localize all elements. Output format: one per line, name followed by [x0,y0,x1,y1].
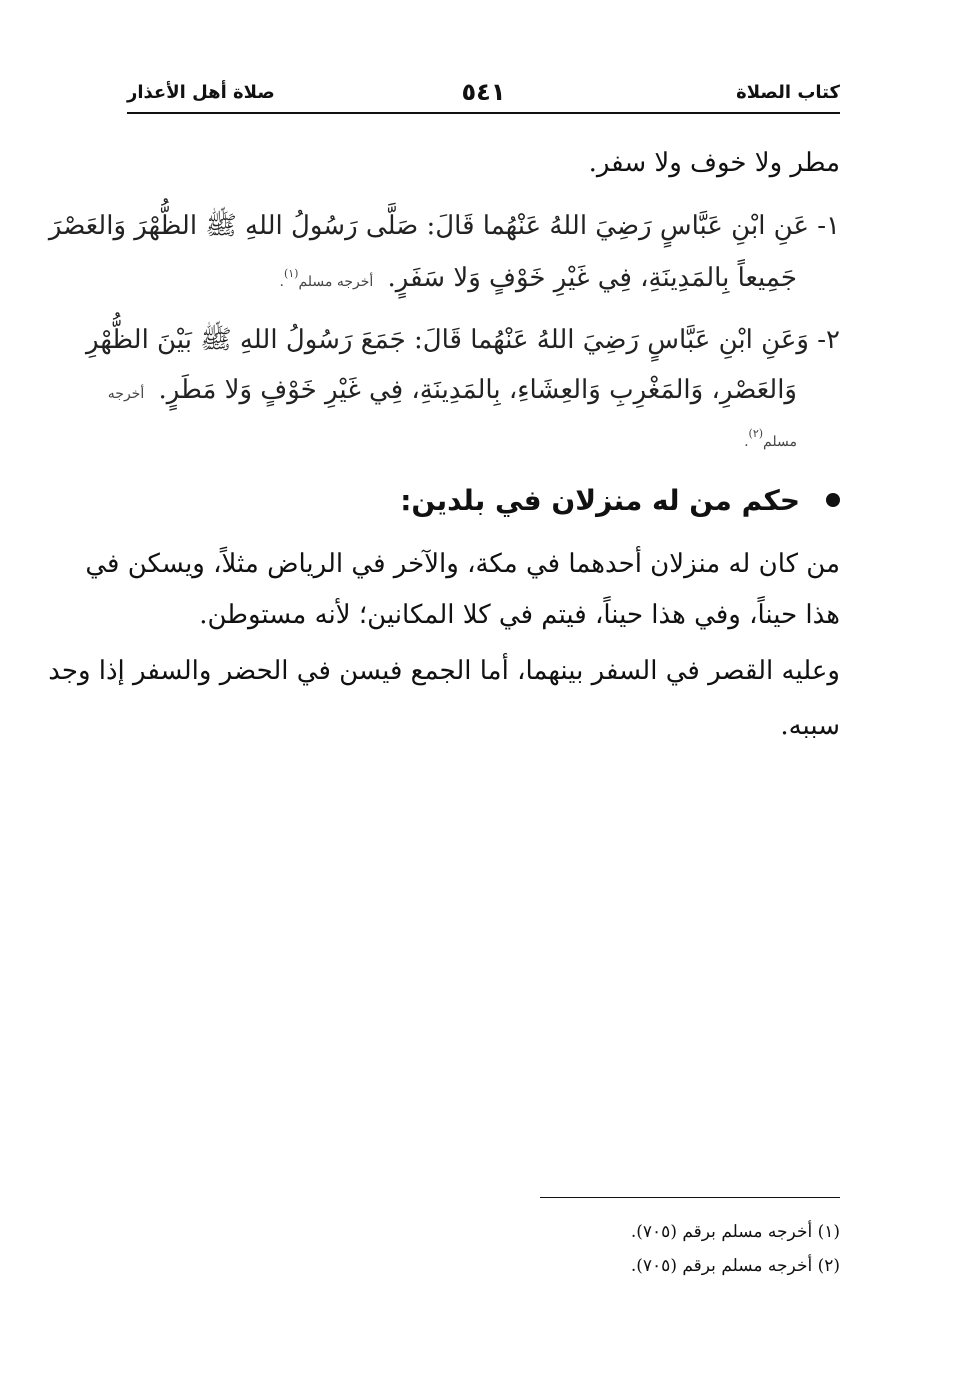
hadith-2-line-1: ٢- وَعَنِ ابْنِ عَبَّاسٍ رَضِيَ اللهُ عَنْهُما قَالَ: جَمَعَ رَسُولُ اللهِ ﷺ بَيْنَ الظُّهْرِ [85,325,840,355]
paragraph-2-line-2: سببه. [780,711,840,741]
bullet-icon [826,493,840,507]
footnote-divider [540,1197,840,1198]
section-heading-text: حكم من له منزلان في بلدين: [400,483,800,517]
footnote-ref-2: (٢) [748,427,764,440]
paragraph-1-line-1: من كان له منزلان أحدهما في مكة، والآخر في الرياض مثلاً، ويسكن في [85,549,840,579]
hadith-2-line-2 [107,370,797,414]
running-header [127,78,840,110]
section-heading [400,478,840,522]
header-chapter-title: صلاة أهل الأعذار [127,82,275,103]
hadith-2-text: وَالعَصْرِ، وَالمَغْرِبِ وَالعِشَاءِ، بِالمَدِينَةِ، فِي غَيْرِ خَوْفٍ وَلا مَطَرٍ. [158,375,797,405]
hadith-2-line-3 [744,418,797,462]
footnote-ref-1: (١) [283,267,299,280]
hadith-2-source-text: مسلم [763,434,797,450]
footnote-1: (١) أخرجه مسلم برقم (٧٠٥). [630,1222,840,1242]
paragraph-1-line-2: هذا حيناً، وفي هذا حيناً، فيتم في كلا المكانين؛ لأنه مستوطن. [199,600,840,630]
hadith-2-source-start: أخرجه [107,386,145,402]
hadith-1-text: جَمِيعاً بِالمَدِينَةِ، فِي غَيْرِ خَوْفٍ وَلا سَفَرٍ. [387,263,797,293]
intro-line: مطر ولا خوف ولا سفر. [588,148,840,178]
hadith-1-source-text: أخرجه مسلم [298,274,374,290]
paragraph-2-line-1: وعليه القصر في السفر بينهما، أما الجمع فيسن في الحضر والسفر إذا وجد [48,656,840,686]
page-number: ٥٤١ [461,78,506,106]
header-divider [127,112,840,114]
hadith-1-source: أخرجه مسلم$^{(١)}$. [279,267,374,290]
hadith-1-line-2 [273,258,797,302]
hadith-2-source-end: مسلم$^{(٢)}$. [744,427,797,450]
footnote-2: (٢) أخرجه مسلم برقم (٧٠٥). [630,1256,840,1276]
header-book-title: كتاب الصلاة [736,82,840,103]
hadith-1-line-1: ١- عَنِ ابْنِ عَبَّاسٍ رَضِيَ اللهُ عَنْهُما قَالَ: صَلَّى رَسُولُ اللهِ ﷺ الظُّهْرَ وَالعَصْرَ [48,211,840,241]
